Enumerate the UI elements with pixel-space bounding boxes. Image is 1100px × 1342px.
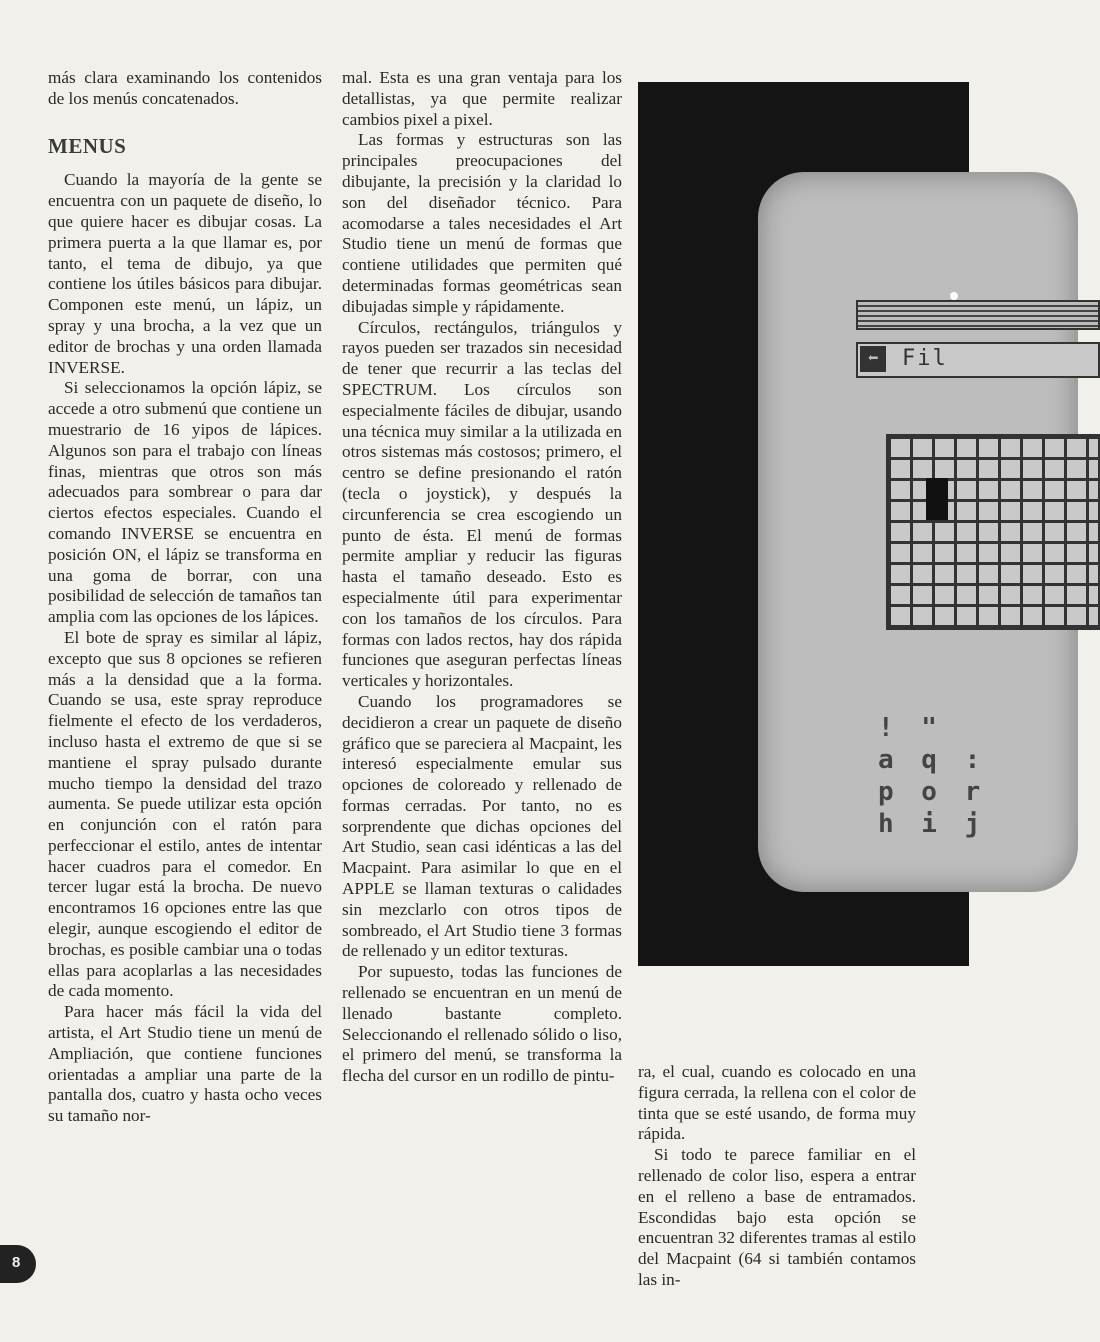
- paragraph: Por supuesto, todas las funciones de rellenado se encuentran en un menú de llenado bastante completo. Seleccionando el rellenado sólido o liso, el primero del menú, se transforma la flecha del cursor en un rodillo de pintu-: [342, 962, 622, 1086]
- glyph-row: a q :: [878, 745, 987, 775]
- screen-photo: [638, 82, 987, 966]
- column-middle: [342, 68, 622, 1087]
- paragraph: ra, el cual, cuando es colocado en una figura cerrada, la rellena con el color de tinta que se esté usando, de forma muy rápida.: [638, 1062, 916, 1144]
- glyph-row: h i j: [878, 809, 987, 839]
- paragraph: Cuando la mayoría de la gente se encuentra con un paquete de diseño, lo que quiere hacer es dibujar cosas. La primera puerta a la que llamar es, por tanto, el tema de dibujo, ya que contiene los útiles básicos para dibujar. Componen este menú, un lápiz, un spray y una brocha, a la vez que un editor de brochas y una orden llamada INVERSE.: [48, 170, 322, 377]
- page-number: 8: [12, 1254, 21, 1271]
- paragraph: Si seleccionamos la opción lápiz, se accede a otro submenú que contiene un muestrario de 16 yipos de lápices. Algunos son para el trabajo con líneas finas, mientras que otros son más adecuados para sombrear o para dar ciertos efectos especiales. Cuando el comando INVERSE se encuentra en posición ON, el lápiz se transforma en una goma de borrar, con una posibilidad de selección de tamaños tan amplia com las opciones de los lápices.: [48, 378, 322, 627]
- page-number-tab: [0, 1245, 36, 1283]
- paragraph: El bote de spray es similar al lápiz, excepto que sus 8 opciones se refieren más a la densidad que a la forma. Cuando se usa, este spray reproduce fielmente el efecto de los verdaderos, incluso hasta el extremo de que si se mantiene el spray pulsado durante mucho tiempo la densidad del trazo aumenta. Se puede utilizar esta opción en conjunción con el ratón para perfeccionar el estilo, antes de intentar hacer cuadros para el comedor. En tercer lugar está la brocha. De nuevo encontramos 16 opciones entre las que elegir, aunque escogiendo el editor de brochas, es posible cambiar una o todas ellas para acoplarlas a las necesidades de cada momento.: [48, 627, 322, 1001]
- left-arrow-icon: ⬅: [860, 346, 886, 372]
- monitor-screen: [758, 172, 1078, 892]
- pixel-grid: [886, 434, 1100, 630]
- menu-bar: [856, 342, 1100, 378]
- title-bar-stripes: [856, 300, 1100, 330]
- light-reflection: [950, 292, 958, 300]
- section-heading-menus: MENUS: [48, 133, 127, 158]
- glyph-row: ! ": [878, 713, 943, 743]
- filled-pixel-block: [926, 478, 948, 520]
- column-right: [638, 1062, 916, 1291]
- paragraph: Para hacer más fácil la vida del artista, el Art Studio tiene un menú de Ampliación, que contiene funciones orientadas a ampliar una parte de la pantalla dos, cuatro y hasta ocho veces su tamaño nor-: [48, 1002, 322, 1126]
- character-samples: [878, 712, 1078, 840]
- paragraph: mal. Esta es una gran ventaja para los detallistas, ya que permite realizar cambios pixel a pixel.: [342, 68, 622, 129]
- intro-paragraph: más clara examinando los contenidos de los menús concatenados.: [48, 68, 322, 108]
- glyph-row: p o r: [878, 777, 987, 807]
- paragraph: Si todo te parece familiar en el rellenado de color liso, espera a entrar en el relleno a base de entramados. Escondidas bajo esta opción se encuentran 32 diferentes tramas al estilo del Macpaint (64 si también contamos las in-: [638, 1145, 916, 1289]
- paragraph: Cuando los programadores se decidieron a crear un paquete de diseño gráfico que se pareciera al Macpaint, les interesó especialmente emular sus opciones de coloreado y rellenado de formas cerradas. Por tanto, no es sorprendente que dichas opciones del Art Studio, sean casi idénticas a las del Macpaint. Para asimilar lo que en el APPLE se llaman texturas o calidades sin mezclarlo con otros tipos de sombreado, el Art Studio tiene 3 formas de rellenado y un editor texturas.: [342, 691, 622, 961]
- paragraph: Las formas y estructuras son las principales preocupaciones del dibujante, la precisión y la claridad lo son del diseñador técnico. Para acomodarse a tales necesidades el Art Studio tiene un menú de formas que contiene utilidades que permiten qué determinadas formas geométricas sean dibujadas simple y rápidamente.: [342, 130, 622, 316]
- column-left: [48, 68, 322, 1127]
- paragraph: Círculos, rectángulos, triángulos y rayos pueden ser trazados sin necesidad de tener que recurrir a las teclas del SPECTRUM. Los círculos son especialmente fáciles de dibujar, usando una técnica muy similar a la utilizada en otros sistemas más costosos; primero, el centro se define presionando el ratón (tecla o joystick), y después la circunferencia se crea escogiendo un punto de ésta. El menú de formas permite ampliar y reducir las figuras hasta el tamaño deseado. Esto es especialmente útil para experimentar con los tamaños de los círculos. Para formas con lados rectos, hay dos rápida funciones que aseguran perfectas líneas verticales y horizontales.: [342, 317, 622, 691]
- file-menu-label: Fil: [902, 346, 948, 371]
